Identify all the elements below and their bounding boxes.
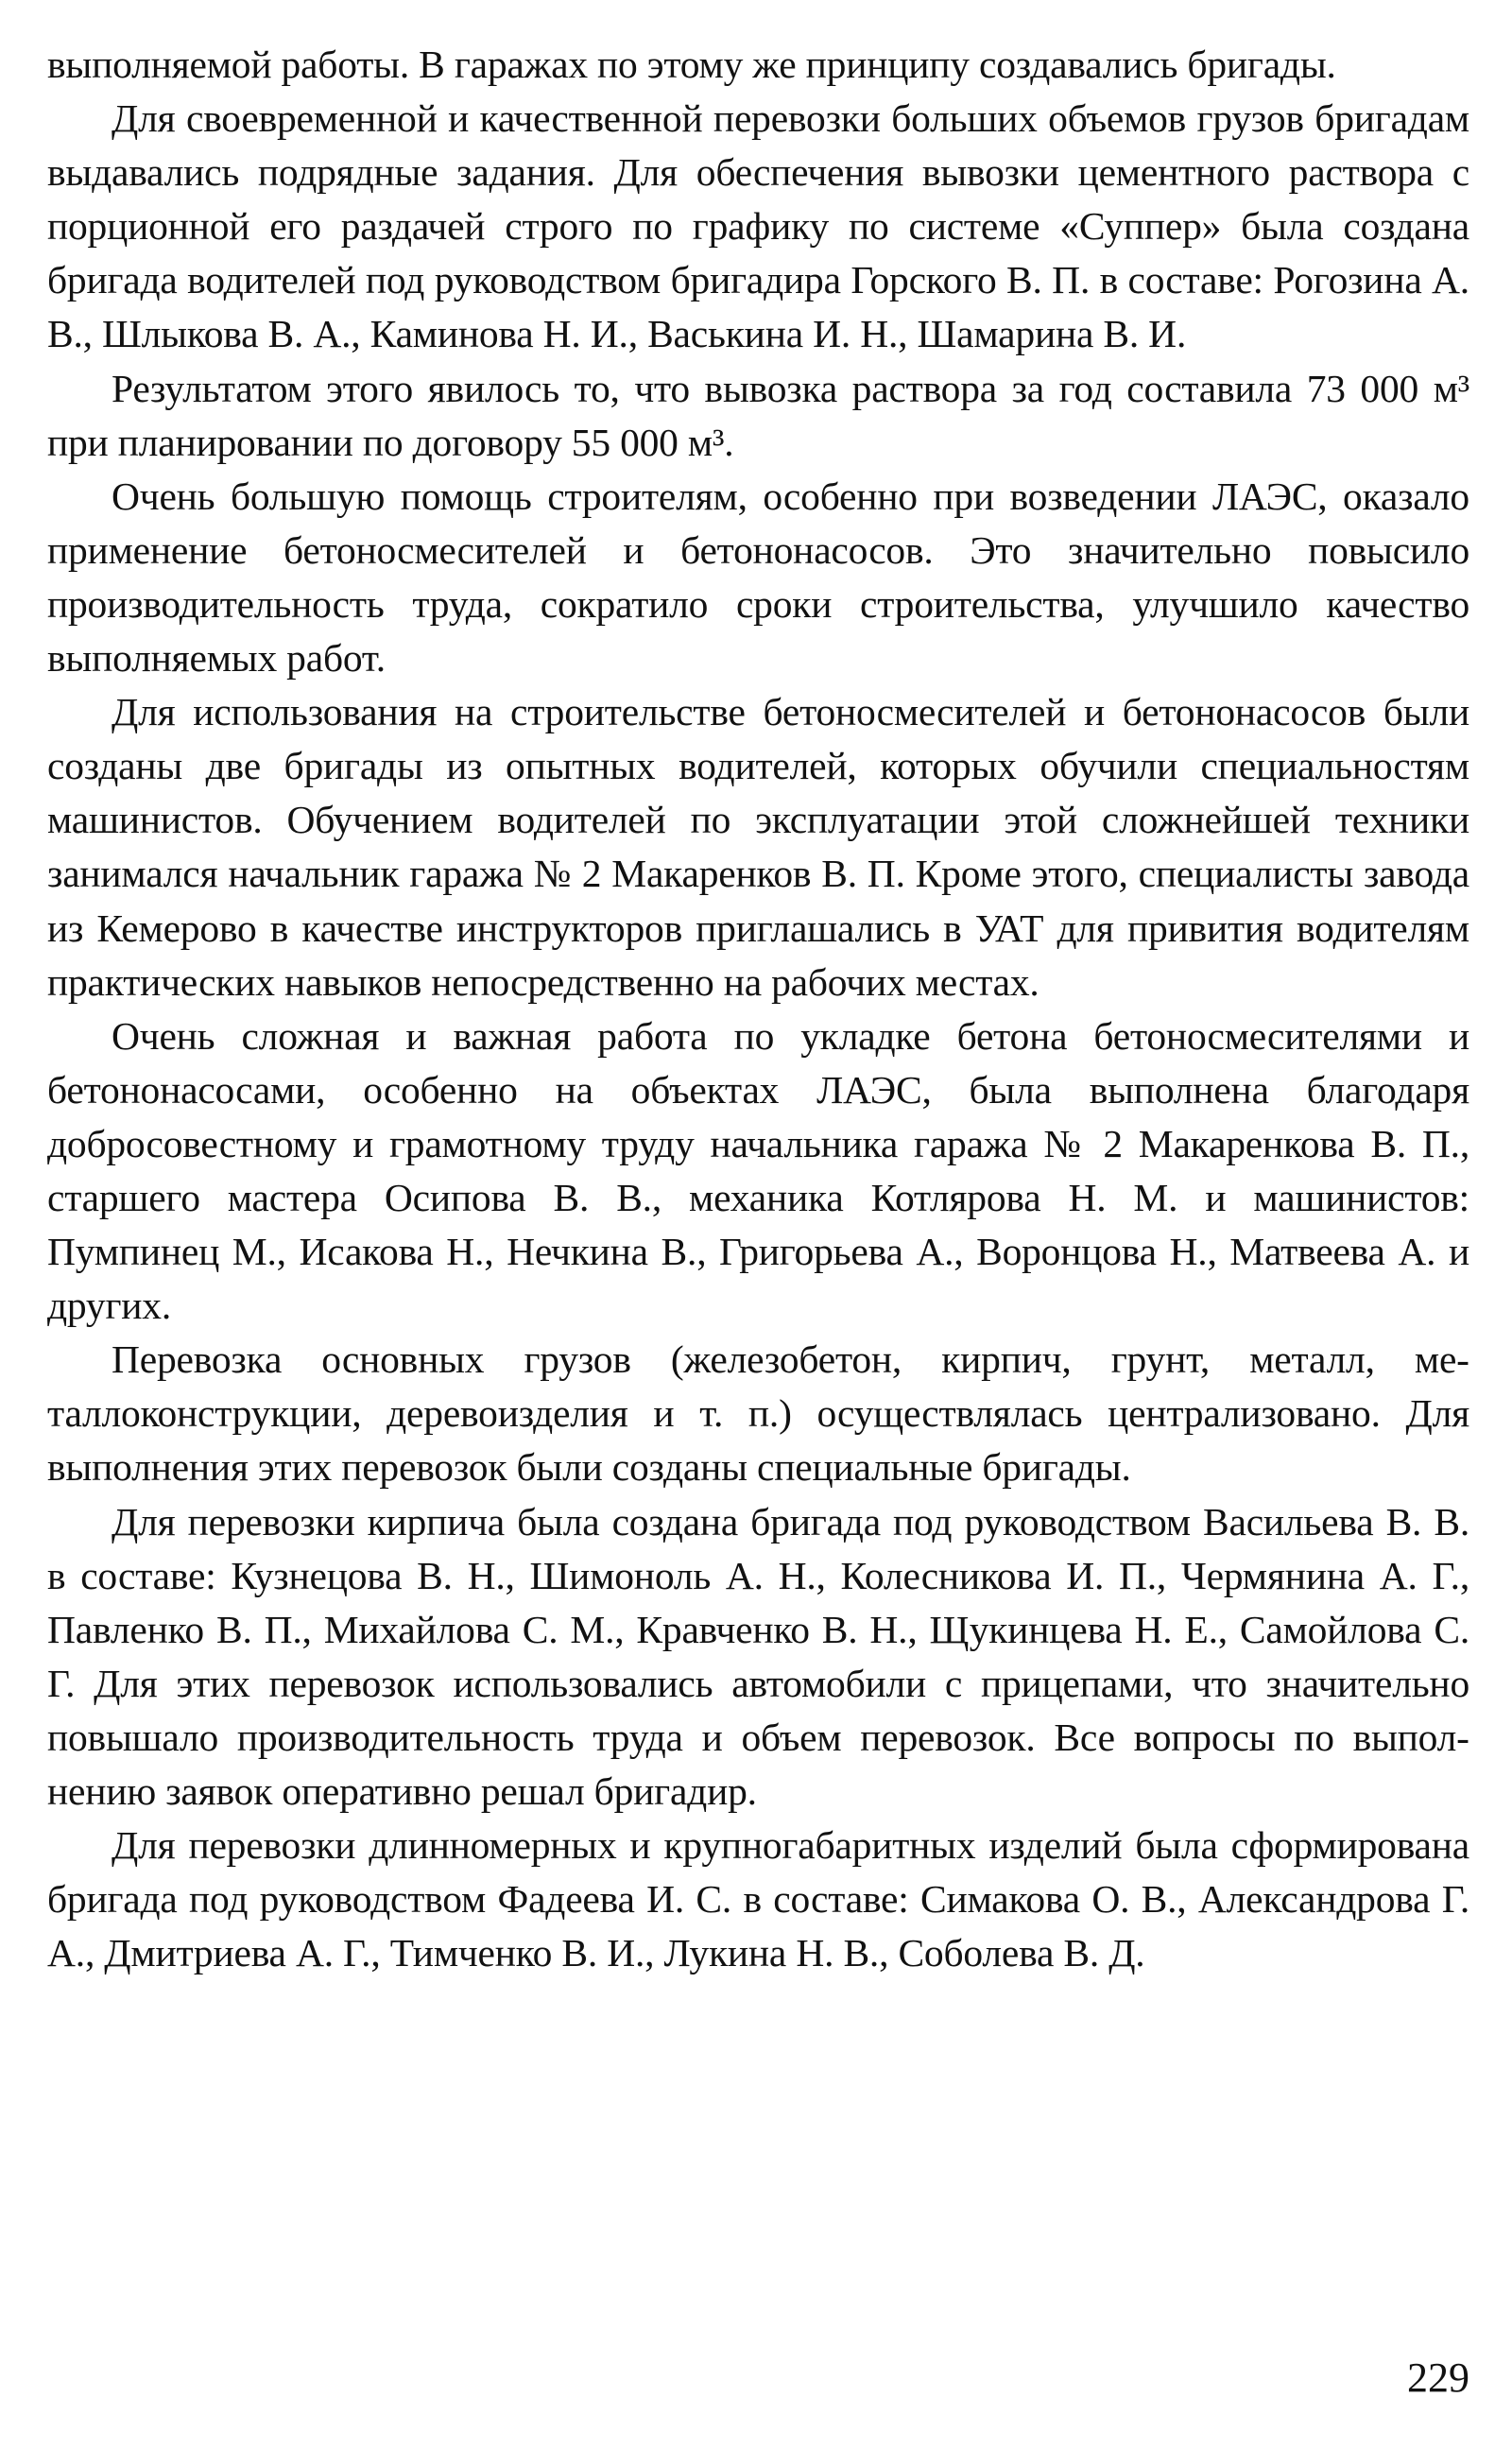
paragraph-mortar-result: Результатом этого явилось то, что вывозка раствора за год составила 73 000 м³ при планировании по договору 55 000 м³. (47, 366, 1469, 464)
paragraph-concrete-mixers: Очень большую помощь строителям, особенно при возведении ЛАЭС, оказало применение бетоносмесителей и бетононасосов. Это значительно повысило производительность труда, сократило сроки строительства, улучшило качество выполняемых работ. (47, 474, 1469, 681)
page-number: 229 (1407, 2354, 1469, 2401)
paragraph-brick-brigade: Для перевозки кирпича была создана бригада под руководством Васильева В. В. в составе: Кузнецова В. Н., Шимоноль А. Н., Колесникова И. П., Чермянина А. Г., Павленко В. П., Михайлова С. М., Кравченко В. Н., Щукинцева Н. Е., Самойлова С. Г. Для этих перевозок использовались автомобили с прицепами, что значительно повышало производительность труда и объем перевозок. Все вопросы по выполнению заявок оперативно решал бригадир. (47, 1499, 1469, 1813)
paragraph-main-cargo: Перевозка основных грузов (железобетон, кирпич, грунт, металл, металлоконструкции, деревоизделия и т. п.) осуществлялась централизовано. Для выполнения этих перевозок были созданы специальные бригады. (47, 1337, 1469, 1490)
paragraph-continuation: выполняемой работы. В гаражах по этому же принципу создавались бригады. (47, 43, 1336, 86)
paragraph-concrete-work: Очень сложная и важная работа по укладке бетона бетоносмесителями и бетононасосами, особенно на объектах ЛАЭС, была выполнена благодаря добросовестному и грамотному труду начальника гаража № 2 Макаренкова В. П., старшего мастера Осипова В. В., механика Котлярова Н. М. и машинистов: Пумпинец М., Исакова Н., Нечкина В., Григорьева А., Воронцова Н., Матвеева А. и других. (47, 1013, 1469, 1328)
paragraph-operator-training: Для использования на строительстве бетоносмесителей и бетононасосов были созданы две бригады из опытных водителей, которых обучили специальностям машинистов. Обучением водителей по эксплуатации этой сложнейшей техники занимался начальник гаража № 2 Макаренков В. П. Кроме этого, специалисты завода из Кемерово в качестве инструкторов приглашались в УАТ для привития водителям практических навыков непосредственно на рабочих местах. (47, 690, 1469, 1004)
paragraph-contract-tasks: Для своевременной и качественной перевозки больших объемов грузов бригадам выдавались подрядные задания. Для обеспечения вывозки цементного раствора с порционной его раздачей строго по графику по системе «Суппер» была создана бригада водителей под руководством бригадира Горского В. П. в составе: Рогозина А. В., Шлыкова В. А., Каминова Н. И., Васькина И. Н., Шамарина В. И. (47, 96, 1469, 356)
page-body (47, 38, 1469, 1980)
paragraph-oversize-brigade: Для перевозки длинномерных и крупногабаритных изделий была сформирована бригада под руководством Фадеева И. С. в составе: Симакова О. В., Александрова Г. А., Дмитриева А. Г., Тимченко В. И., Лукина Н. В., Соболева В. Д. (47, 1823, 1469, 1975)
